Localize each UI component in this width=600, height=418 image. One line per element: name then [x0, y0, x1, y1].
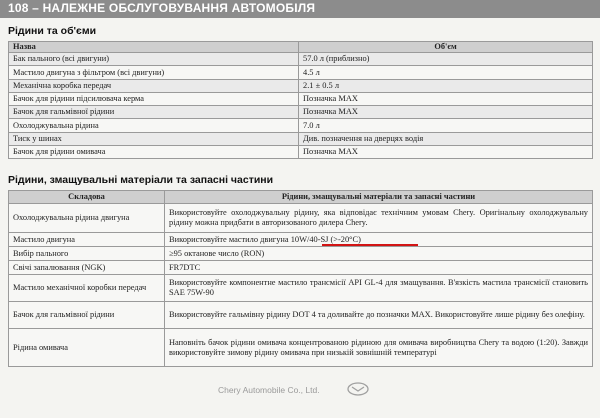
fluid-name: Охолоджувальна рідина — [9, 119, 299, 132]
table-row — [9, 119, 593, 132]
table-row — [9, 261, 593, 275]
fluid-name: Бак пального (всі двигуни) — [9, 53, 299, 66]
footer-company: Chery Automobile Co., Ltd. — [218, 385, 320, 395]
component-spec: ≥95 октанове число (RON) — [165, 247, 593, 261]
component-spec: Використовуйте гальмівну рідину DOT 4 та доливайте до позначки MAX. Використовуйте лише рідину без олефіну. — [165, 302, 593, 329]
fluid-volume: 7.0 л — [299, 119, 593, 132]
component-spec: Використовуйте компонентне мастило трансмісії API GL-4 для змащування. В'язкість мастила трансмісії становить SAE 75W-90 — [165, 275, 593, 302]
lubricants-table-header — [9, 191, 593, 204]
component-name: Мастило двигуна — [9, 233, 165, 247]
lubricants-col-component: Складова — [9, 191, 165, 204]
fluids-table-header — [9, 42, 593, 53]
table-row — [9, 204, 593, 233]
fluid-volume: Позначка MAX — [299, 146, 593, 159]
fluid-name: Бачок для рідини підсилювача керма — [9, 92, 299, 105]
component-spec: Наповніть бачок рідини омивача концентрованою рідиною для омивача виробництва Chery та водою (1:20). Завжди використовуйте зимову рідину омивача при низькій зовнішній температурі — [165, 329, 593, 367]
lubricants-section-title: Рідини, змащувальні матеріали та запасні частини — [8, 174, 274, 186]
fluid-name: Бачок для рідини омивача — [9, 146, 299, 159]
table-row — [9, 79, 593, 92]
lubricants-col-spec: Рідини, змащувальні матеріали та запасні частини — [165, 191, 593, 204]
table-row — [9, 53, 593, 66]
fluids-table — [8, 41, 593, 159]
table-row — [9, 146, 593, 159]
oil-spec-highlight-underline — [322, 244, 418, 246]
component-spec: FR7DTC — [165, 261, 593, 275]
page-header — [0, 0, 600, 18]
table-row — [9, 275, 593, 302]
table-row — [9, 329, 593, 367]
fluid-volume: Позначка MAX — [299, 92, 593, 105]
fluid-volume: 4.5 л — [299, 66, 593, 79]
fluids-col-volume: Об'єм — [299, 42, 593, 53]
fluid-name: Тиск у шинах — [9, 132, 299, 145]
fluid-name: Мастило двигуна з фільтром (всі двигуни) — [9, 66, 299, 79]
table-row — [9, 66, 593, 79]
table-row — [9, 132, 593, 145]
component-name: Охолоджувальна рідина двигуна — [9, 204, 165, 233]
component-spec: Використовуйте мастило двигуна 10W/40-SJ (>-20°C) — [165, 233, 593, 247]
table-row — [9, 106, 593, 119]
lubricants-table — [8, 190, 593, 367]
page-header-title: 108 – НАЛЕЖНЕ ОБСЛУГОВУВАННЯ АВТОМОБІЛЯ — [8, 1, 316, 15]
component-name: Мастило механічної коробки передач — [9, 275, 165, 302]
fluids-section-title: Рідини та об'єми — [8, 25, 97, 37]
component-name: Бачок для гальмівної рідини — [9, 302, 165, 329]
table-row — [9, 233, 593, 247]
table-row — [9, 92, 593, 105]
component-spec: Використовуйте охолоджувальну рідину, яка відповідає технічним умовам Chery. Оригінальну охолоджувальну рідину можна придбати в авторизованого дилера Chery. — [165, 204, 593, 233]
fluid-name: Бачок для гальмівної рідини — [9, 106, 299, 119]
fluid-volume: 2.1 ± 0.5 л — [299, 79, 593, 92]
fluid-volume: Див. позначення на дверцях водія — [299, 132, 593, 145]
fluids-col-name: Назва — [9, 42, 299, 53]
component-name: Рідина омивача — [9, 329, 165, 367]
table-row — [9, 247, 593, 261]
table-row — [9, 302, 593, 329]
fluid-name: Механічна коробка передач — [9, 79, 299, 92]
chery-logo-icon — [347, 382, 369, 396]
fluid-volume: Позначка MAX — [299, 106, 593, 119]
component-name: Вибір пального — [9, 247, 165, 261]
fluid-volume: 57.0 л (приблизно) — [299, 53, 593, 66]
component-name: Свічі запалювання (NGK) — [9, 261, 165, 275]
